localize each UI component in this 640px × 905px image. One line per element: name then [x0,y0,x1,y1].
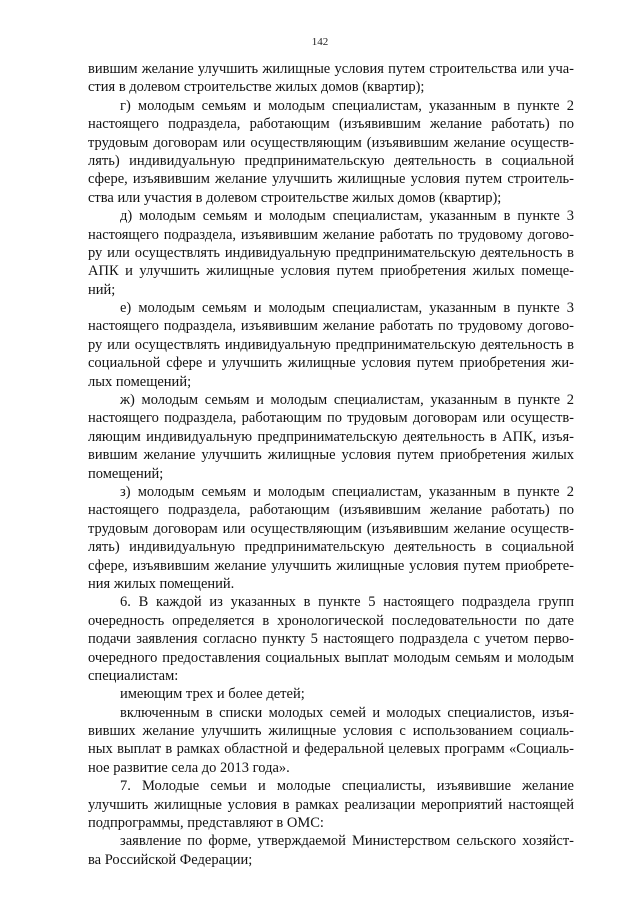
text-line: настоящего подраздела, работающим (изъявившим желание работать) по [88,116,574,133]
text-line: лых помещений; [88,373,192,390]
text-line: вивших желание улучшить жилищные условия с использованием социаль- [88,723,574,740]
text-line: е) молодым семьям и молодым специалистам, указанным в пункте 3 [120,300,574,317]
text-line: г) молодым семьям и молодым специалистам, указанным в пункте 2 [120,97,574,114]
text-line: АПК и улучшить жилищные условия путем приобретения жилых помеще- [88,263,574,280]
text-line: заявление по форме, утверждаемой Министерством сельского хозяйст- [120,833,574,850]
text-line: 7. Молодые семьи и молодые специалисты, изъявившие желание [120,778,574,795]
text-line: трудовым договорам или осуществляющим (изъявившим желание осуществ- [88,520,574,537]
text-line: стия в долевом строительстве жилых домов (квартир); [88,79,425,96]
text-line: помещений; [88,465,164,482]
text-line: вившим желание улучшить жилищные условия путем строительства или уча- [88,61,574,77]
text-line: настоящего подраздела, изъявившим желание работать по трудовому догово- [88,318,574,335]
text-line: вившим желание улучшить жилищные условия путем приобретения жилых [88,447,574,464]
text-line: настоящего подраздела, изъявившим желание работать по трудовому догово- [88,226,574,243]
text-line: сфере, изъявившим желание улучшить жилищные условия путем строитель- [88,171,574,188]
text-line: имеющим трех и более детей; [120,686,305,703]
text-line: ру или осуществлять индивидуальную предпринимательскую деятельность в [88,244,574,261]
text-line: ж) молодым семьям и молодым специалистам, указанным в пункте 2 [120,392,574,409]
text-line: ния жилых помещений. [88,575,235,592]
text-line: подпрограммы, представляют в ОМС: [88,815,324,832]
text-line: социальной сфере и улучшить жилищные условия путем приобретения жи- [88,355,574,372]
page-number: 142 [311,36,329,48]
text-line: лять) индивидуальную предпринимательскую деятельность в социальной [88,539,574,556]
text-line: настоящего подраздела, работающим (изъявившим желание работать) по [88,502,574,519]
document-body [88,60,574,869]
text-line: ное развитие села до 2013 года». [88,759,290,776]
text-line: сфере, изъявившим желание улучшить жилищные условия путем приобрете- [88,557,574,574]
text-line: включенным в списки молодых семей и молодых специалистов, изъя- [120,704,574,721]
text-line: подачи заявления согласно пункту 5 настоящего подраздела с учетом перво- [88,631,574,648]
text-line: 6. В каждой из указанных в пункте 5 настоящего подраздела групп [120,594,574,611]
text-line: трудовым договорам или осуществляющим (изъявившим желание осуществ- [88,134,574,151]
text-line: ных выплат в рамках областной и федеральной целевых программ «Социаль- [88,741,574,758]
text-line: ва Российской Федерации; [88,851,253,868]
text-line: ляющим индивидуальную предпринимательскую деятельность в АПК, изъя- [88,428,574,445]
text-line: улучшить жилищные условия в рамках реализации мероприятий настоящей [88,796,574,813]
text-line: з) молодым семьям и молодым специалистам, указанным в пункте 2 [120,483,574,500]
text-line: очередность определяется в хронологической последовательности по дате [88,612,574,629]
text-line: ний; [88,281,116,298]
text-line: специалистам: [88,667,179,684]
text-line: настоящего подраздела, работающим по трудовым договорам или осуществ- [88,410,574,427]
text-line: ства или участия в долевом строительстве жилых домов (квартир); [88,189,502,206]
text-line: ру или осуществлять индивидуальную предпринимательскую деятельность в [88,336,574,353]
text-line: д) молодым семьям и молодым специалистам, указанным в пункте 3 [120,208,574,225]
text-line: лять) индивидуальную предпринимательскую деятельность в социальной [88,152,574,169]
text-line: очередного предоставления социальных выплат молодым семьям и молодым [88,649,574,666]
